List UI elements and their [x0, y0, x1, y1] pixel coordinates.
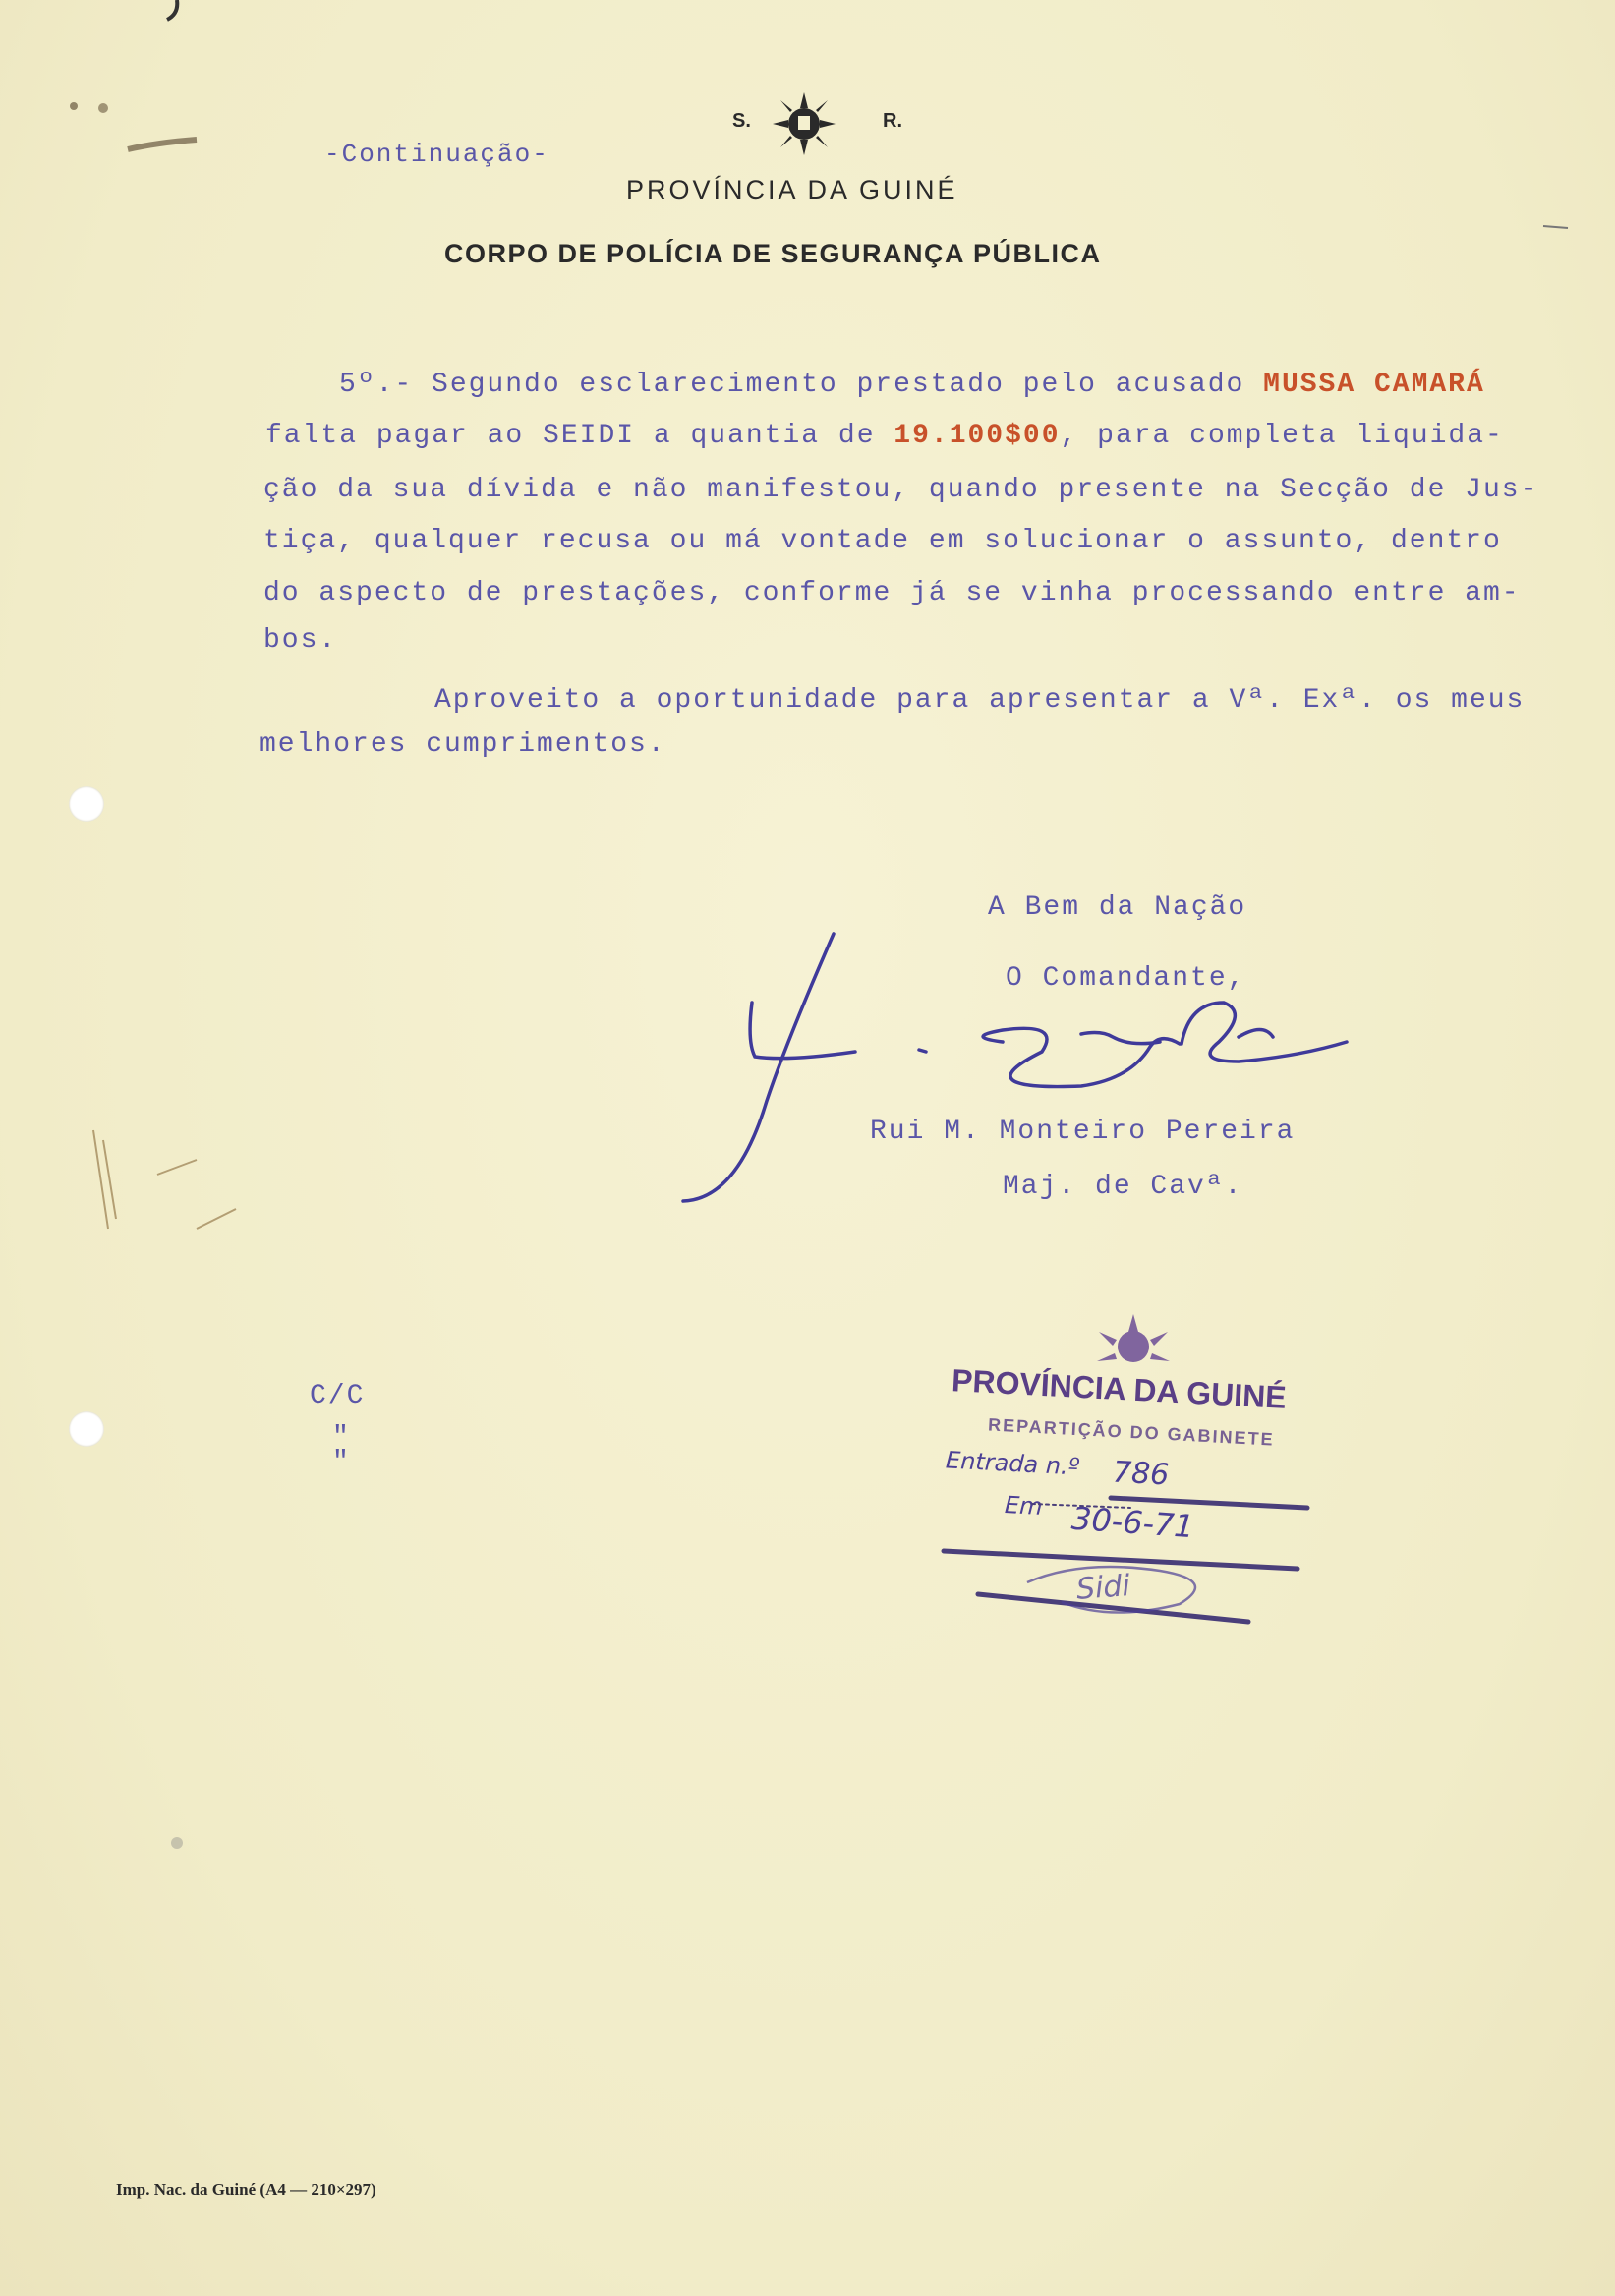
stamp-entry-label: Entrada n.º [945, 1446, 1080, 1481]
stamp-department: REPARTIÇÃO DO GABINETE [987, 1414, 1276, 1450]
commander-rank: Maj. de Cavª. [1003, 1172, 1243, 1202]
closing-line-1: Aproveito a oportunidade para apresentar a Vª. Exª. os meus [434, 685, 1526, 716]
seal-right-letter: R. [883, 110, 902, 132]
copies-ditto-1: " [332, 1422, 351, 1453]
paragraph-5-line-6: bos. [263, 625, 338, 656]
paragraph-5-line-5: do aspecto de prestações, conforme já se vinha processando entre am- [263, 578, 1521, 608]
coat-of-arms-icon [769, 88, 839, 159]
commander-role: O Comandante, [1006, 963, 1246, 994]
continuation-label: -Continuação- [324, 140, 549, 169]
printer-imprint: Imp. Nac. da Guiné (A4 — 210×297) [116, 2180, 376, 2199]
paragraph-5-line-1 [339, 370, 1485, 400]
corps-heading: CORPO DE POLÍCIA DE SEGURANÇA PÚBLICA [444, 239, 1102, 268]
stamp-date-label: Em [1004, 1491, 1044, 1521]
stamp-province: PROVÍNCIA DA GUINÉ [951, 1362, 1288, 1415]
copies-label: C/C [310, 1381, 366, 1411]
debt-amount: 19.100$00 [894, 421, 1061, 451]
stamp-date-value: 30-6-71 [1069, 1499, 1196, 1546]
paragraph-5-line-2-text: falta pagar ao SEIDI a quantia de [265, 421, 894, 451]
stamp-entry-number: 786 [1112, 1455, 1171, 1493]
seal-left-letter: S. [732, 110, 751, 132]
paragraph-5-line-1-text: 5º.- Segundo esclarecimento prestado pelo acusado [339, 370, 1264, 400]
stamp-initials: Sidi [1074, 1569, 1131, 1607]
closing-line-2: melhores cumprimentos. [260, 729, 666, 760]
accused-name: MUSSA CAMARÁ [1263, 370, 1485, 400]
paragraph-5-line-2-end: , para completa liquida- [1060, 421, 1504, 451]
paragraph-5-line-4: tiça, qualquer recusa ou má vontade em solucionar o assunto, dentro [263, 526, 1502, 556]
paragraph-5-line-2 [265, 421, 1504, 451]
copies-ditto-2: " [332, 1447, 351, 1477]
paragraph-5-line-3: ção da sua dívida e não manifestou, quando presente na Secção de Jus- [263, 475, 1539, 505]
province-heading: PROVÍNCIA DA GUINÉ [626, 175, 958, 204]
motto: A Bem da Nação [988, 892, 1247, 923]
commander-name: Rui M. Monteiro Pereira [870, 1117, 1296, 1147]
stamp-lines [934, 1464, 1317, 1632]
